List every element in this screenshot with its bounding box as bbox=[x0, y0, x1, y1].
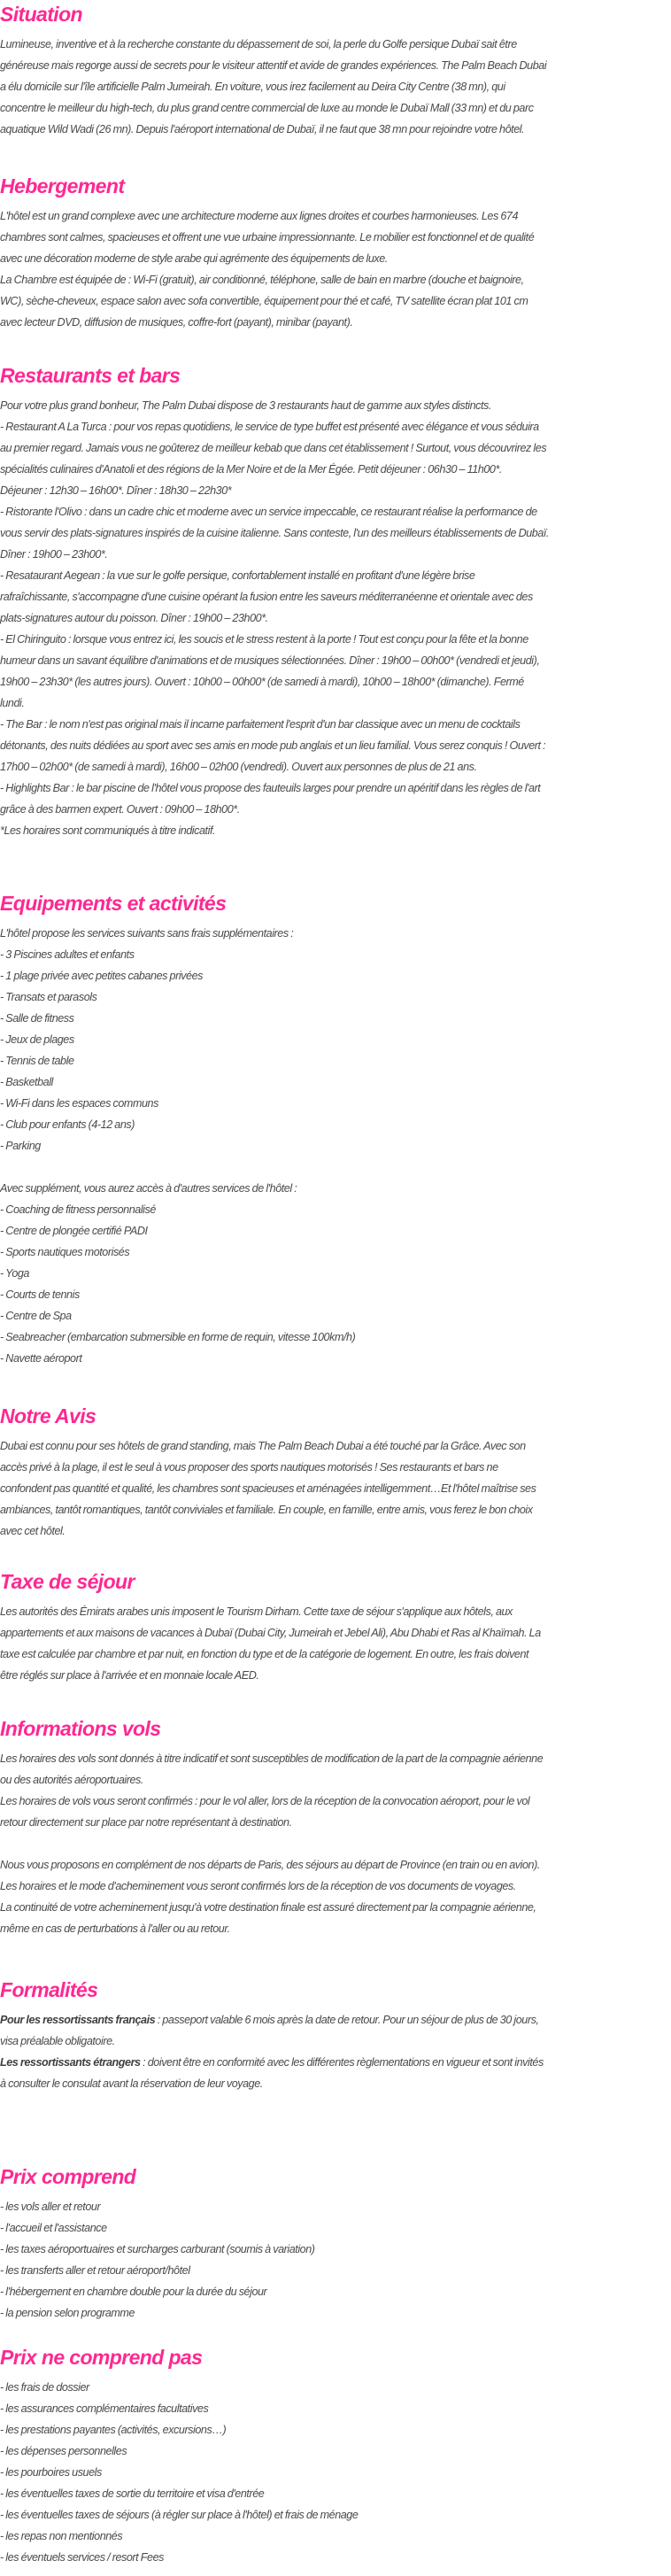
text-line: avec lecteur DVD, diffusion de musiques, coffre-fort (payant), minibar (payant). bbox=[0, 316, 353, 329]
text-line: Dîner : 19h00 – 23h00*. bbox=[0, 548, 108, 561]
formalites-text bbox=[0, 2009, 671, 2094]
spacer bbox=[0, 1156, 671, 1178]
restaurants-text bbox=[0, 395, 671, 841]
excluded-list bbox=[0, 2377, 671, 2568]
list-item: - les prestations payantes (activités, excursions…) bbox=[0, 2424, 227, 2436]
text-line: Les autorités des Émirats arabes unis imposent le Tourism Dirham. Cette taxe de séjour s'applique aux hôtels, aux bbox=[0, 1605, 513, 1618]
text-line: plats-signatures autour du poisson. Dîner : 19h00 – 23h00*. bbox=[0, 612, 268, 624]
list-item: - les transferts aller et retour aéroport/hôtel bbox=[0, 2264, 190, 2277]
section-situation bbox=[0, 2, 671, 140]
text-line: Pour votre plus grand bonheur, The Palm Dubai dispose de 3 restaurants haut de gamme aux styles distincts. bbox=[0, 399, 491, 412]
list-item: - Jeux de plages bbox=[0, 1033, 74, 1046]
section-notre-avis bbox=[0, 1404, 671, 1542]
paid-services-list bbox=[0, 1199, 671, 1369]
foreign-nationals-line bbox=[0, 2052, 671, 2073]
spacer bbox=[0, 1833, 671, 1854]
list-item: - 3 Piscines adultes et enfants bbox=[0, 948, 135, 961]
foreign-nationals-text: : doivent être en conformité avec les différentes règlementations en vigueur et sont invités bbox=[140, 2056, 544, 2069]
text-line: aquatique Wild Wadi (26 mn). Depuis l'aéroport international de Dubaï, il ne faut que 38 mn pour rejoindre votre hôtel. bbox=[0, 123, 525, 135]
equipements-text bbox=[0, 923, 671, 1369]
text-line: avec une décoration moderne de style arabe qui agrémente des équipements de luxe. bbox=[0, 252, 388, 265]
text-line: Les horaires de vols vous seront confirmés : pour le vol aller, lors de la réception de la convocation aéroport, pour le vol bbox=[0, 1795, 530, 1807]
section-title: Hebergement bbox=[0, 174, 125, 197]
list-item: - Club pour enfants (4-12 ans) bbox=[0, 1118, 135, 1131]
text-line: spécialités culinaires d'Anatoli et des régions de la Mer Noire et de la Mer Égée. Petit déjeuner : 06h30 – 11h00*. bbox=[0, 463, 502, 476]
text-line: concentre le meilleur du high-tech, du plus grand centre commercial de luxe au monde le Dubaï Mall (33 mn) et du parc bbox=[0, 102, 534, 114]
foreign-nationals-label: Les ressortissants étrangers bbox=[0, 2056, 141, 2069]
section-prix-ne-comprend-pas bbox=[0, 2345, 671, 2568]
text-line: Déjeuner : 12h30 – 16h00*. Dîner : 18h30 – 22h30* bbox=[0, 484, 232, 497]
text-line: a élu domicile sur l'île artificielle Palm Jumeirah. En voiture, vous irez facilement au Deira City Centre (38 mn), qui bbox=[0, 81, 505, 93]
text-line: grâce à des barmen expert. Ouvert : 09h00 – 18h00*. bbox=[0, 803, 240, 816]
free-services-list bbox=[0, 944, 671, 1156]
text-line: Lumineuse, inventive et à la recherche constante du dépassement de soi, la perle du Golfe persique Dubaï sait être bbox=[0, 38, 517, 50]
section-title: Prix ne comprend pas bbox=[0, 2346, 203, 2369]
list-item: - les vols aller et retour bbox=[0, 2201, 101, 2213]
list-item: - les assurances complémentaires facultatives bbox=[0, 2402, 209, 2415]
list-item: - Sports nautiques motorisés bbox=[0, 1246, 130, 1258]
prix-ne-comprend-pas-text bbox=[0, 2377, 671, 2568]
list-item: - la pension selon programme bbox=[0, 2307, 135, 2319]
list-item: - les éventuelles taxes de séjours (à régler sur place à l'hôtel) et frais de ménage bbox=[0, 2509, 359, 2521]
text-line: - Resataurant Aegean : la vue sur le golfe persique, confortablement installé en profitant d'une légère brise bbox=[0, 569, 475, 582]
text-line: - Highlights Bar : le bar piscine de l'hôtel vous propose des fauteuils larges pour prendre un apéritif dans les règles de l'art bbox=[0, 782, 541, 794]
section-title: Restaurants et bars bbox=[0, 364, 181, 387]
text-line: rafraîchissante, s'accompagne d'une cuisine opérant la fusion entre les saveurs méditerranéenne et orientale avec des bbox=[0, 591, 533, 603]
hours-disclaimer: *Les horaires sont communiqués à titre indicatif. bbox=[0, 824, 216, 837]
list-item: - Navette aéroport bbox=[0, 1352, 82, 1365]
section-restaurants bbox=[0, 363, 671, 841]
list-item: - les taxes aéroportuaires et surcharges carburant (soumis à variation) bbox=[0, 2243, 315, 2255]
hebergement-text bbox=[0, 205, 671, 333]
section-title: Taxe de séjour bbox=[0, 1570, 135, 1593]
vols-text bbox=[0, 1748, 671, 1939]
list-item: - Wi-Fi dans les espaces communs bbox=[0, 1097, 158, 1110]
list-item: - Tennis de table bbox=[0, 1055, 74, 1067]
text-line: Dubai est connu pour ses hôtels de grand standing, mais The Palm Beach Dubai a été touché par la Grâce. Avec son bbox=[0, 1440, 526, 1452]
list-item: - les frais de dossier bbox=[0, 2381, 89, 2394]
text-line: détonants, des nuits dédiées au sport avec ses amis en mode pub anglais et un lieu familial. Vous serez conquis ! Ouvert : bbox=[0, 739, 546, 752]
text-line: ambiances, tantôt romantiques, tantôt conviviales et familiale. En couple, en famille, entre amis, vous ferez le bon choix bbox=[0, 1504, 533, 1516]
section-title: Formalités bbox=[0, 1978, 98, 2001]
section-title: Informations vols bbox=[0, 1717, 161, 1740]
text-line: - Restaurant A La Turca : pour vos repas quotidiens, le service de type buffet est présenté avec élégance et vous séduira bbox=[0, 421, 539, 433]
text-line: - El Chiringuito : lorsque vous entrez ici, les soucis et le stress restent à la porte ! Tout est conçu pour la fête et la bonne bbox=[0, 633, 528, 646]
text-line: Les horaires et le mode d'acheminement vous seront confirmés lors de la réception de vos documents de voyages. bbox=[0, 1880, 516, 1892]
list-item: - l'accueil et l'assistance bbox=[0, 2222, 107, 2234]
list-item: - Centre de Spa bbox=[0, 1310, 72, 1322]
text-line: vous servir des plats-signatures inspirés de la cuisine italienne. Sans conteste, l'un des meilleurs établissements de Dubaï. bbox=[0, 527, 549, 539]
list-item: - Basketball bbox=[0, 1076, 53, 1088]
text-line: ou des autorités aéroportuaires. bbox=[0, 1774, 143, 1786]
text-line: retour directement sur place par notre représentant à destination. bbox=[0, 1816, 292, 1829]
list-item: - les éventuelles taxes de sortie du territoire et visa d'entrée bbox=[0, 2487, 265, 2500]
text-line: lundi. bbox=[0, 697, 25, 709]
text-line: Les horaires des vols sont donnés à titre indicatif et sont susceptibles de modification de la part de la compagnie aérienne bbox=[0, 1752, 544, 1765]
section-taxe-sejour bbox=[0, 1569, 671, 1686]
section-title: Situation bbox=[0, 3, 82, 26]
text-line: - The Bar : le nom n'est pas original mais il incarne parfaitement l'esprit d'un bar classique avec un menu de cocktails bbox=[0, 718, 521, 731]
list-item: - 1 plage privée avec petites cabanes privées bbox=[0, 970, 203, 982]
list-item: - Centre de plongée certifié PADI bbox=[0, 1225, 148, 1237]
text-line: visa préalable obligatoire. bbox=[0, 2035, 115, 2047]
text-line: Nous vous proposons en complément de nos départs de Paris, des séjours au départ de Province (en train ou en avion). bbox=[0, 1859, 540, 1871]
list-item: - Courts de tennis bbox=[0, 1288, 80, 1301]
prix-comprend-text bbox=[0, 2196, 671, 2324]
list-item: - Yoga bbox=[0, 1267, 29, 1280]
text-line: avec cet hôtel. bbox=[0, 1525, 66, 1537]
section-title: Prix comprend bbox=[0, 2165, 136, 2188]
text-line: à consulter le consulat avant la réservation de leur voyage. bbox=[0, 2077, 263, 2090]
french-nationals-text: : passeport valable 6 mois après la date de retour. Pour un séjour de plus de 30 jours, bbox=[155, 2014, 539, 2026]
list-item: - l'hébergement en chambre double pour la durée du séjour bbox=[0, 2286, 267, 2298]
text-line: être réglés sur place à l'arrivée et en monnaie locale AED. bbox=[0, 1669, 259, 1682]
text-line: La Chambre est équipée de : Wi-Fi (gratuit), air conditionné, téléphone, salle de bain en marbre (douche et baignoire, bbox=[0, 274, 524, 286]
french-nationals-label: Pour les ressortissants français bbox=[0, 2014, 156, 2026]
text-line: accès privé à la plage, il est le seul à vous proposer des sports nautiques motorisés ! Ses restaurants et bars ne bbox=[0, 1461, 498, 1474]
text-line: appartements et aux maisons de vacances à Dubaï (Dubai City, Jumeirah et Jebel Ali), Abu Dhabi et Ras al Khaïmah. La bbox=[0, 1627, 541, 1639]
text-line: taxe est calculée par chambre et par nuit, en fonction du type et de la catégorie de logement. En outre, les frais doivent bbox=[0, 1648, 529, 1660]
text-line: confondent pas quantité et qualité, les chambres sont spacieuses et aménagées intelligemment…Et l'hôtel maîtrise ses bbox=[0, 1482, 536, 1495]
section-equipements bbox=[0, 891, 671, 1369]
taxe-text bbox=[0, 1601, 671, 1686]
list-item: - Seabreacher (embarcation submersible en forme de requin, vitesse 100km/h) bbox=[0, 1331, 356, 1343]
avis-text bbox=[0, 1435, 671, 1542]
list-item: - les repas non mentionnés bbox=[0, 2530, 123, 2542]
text-line: La continuité de votre acheminement jusqu'à votre destination finale est assuré directement par la compagnie aérienne, bbox=[0, 1901, 536, 1914]
text-line: au premier regard. Jamais vous ne goûterez de meilleur kebab que dans cet établissement ! Surtout, vous découvrirez les bbox=[0, 442, 547, 454]
text-line: chambres sont calmes, spacieuses et offrent une vue urbaine impressionnante. Le mobilier est fonctionnel et de qualité bbox=[0, 231, 535, 244]
text-line: généreuse mais regorge aussi de secrets pour le visiteur attentif et avide de grandes expériences. The Palm Beach Dubai bbox=[0, 59, 547, 72]
list-item: - Transats et parasols bbox=[0, 991, 97, 1003]
paid-services-intro: Avec supplément, vous aurez accès à d'autres services de l'hôtel : bbox=[0, 1182, 297, 1195]
text-line: même en cas de perturbations à l'aller ou au retour. bbox=[0, 1922, 230, 1935]
section-title: Notre Avis bbox=[0, 1404, 96, 1427]
list-item: - les dépenses personnelles bbox=[0, 2445, 127, 2457]
list-item: - Parking bbox=[0, 1140, 41, 1152]
free-services-intro: L'hôtel propose les services suivants sans frais supplémentaires : bbox=[0, 927, 294, 940]
section-formalites bbox=[0, 1977, 671, 2094]
section-title: Equipements et activités bbox=[0, 892, 227, 915]
situation-text bbox=[0, 34, 671, 140]
text-line: WC), sèche-cheveux, espace salon avec sofa convertible, équipement pour thé et café, TV satellite écran plat 101 cm bbox=[0, 295, 528, 307]
text-line: 17h00 – 02h00* (de samedi à mardi), 16h00 – 02h00 (vendredi). Ouvert aux personnes de plus de 21 ans. bbox=[0, 761, 477, 773]
included-list bbox=[0, 2196, 671, 2324]
list-item: - Salle de fitness bbox=[0, 1012, 74, 1025]
section-informations-vols bbox=[0, 1716, 671, 1939]
text-line: humeur dans un savant équilibre d'animations et de musiques sélectionnées. Dîner : 19h00 – 00h00* (vendredi et jeudi), bbox=[0, 654, 540, 667]
list-item: - Coaching de fitness personnalisé bbox=[0, 1203, 156, 1216]
section-hebergement bbox=[0, 174, 671, 333]
list-item: - les pourboires usuels bbox=[0, 2466, 102, 2479]
text-line: L'hôtel est un grand complexe avec une architecture moderne aux lignes droites et courbes harmonieuses. Les 674 bbox=[0, 210, 519, 222]
section-prix-comprend bbox=[0, 2164, 671, 2324]
list-item: - les éventuels services / resort Fees bbox=[0, 2551, 164, 2564]
text-line: 19h00 – 23h30* (les autres jours). Ouvert : 10h00 – 00h00* (de samedi à mardi), 10h00 – 18h00* (dimanche). Fermé bbox=[0, 676, 524, 688]
text-line: - Ristorante l'Olivo : dans un cadre chic et moderne avec un service impeccable, ce restaurant réalise la performance de bbox=[0, 506, 537, 518]
french-nationals-line bbox=[0, 2009, 671, 2031]
